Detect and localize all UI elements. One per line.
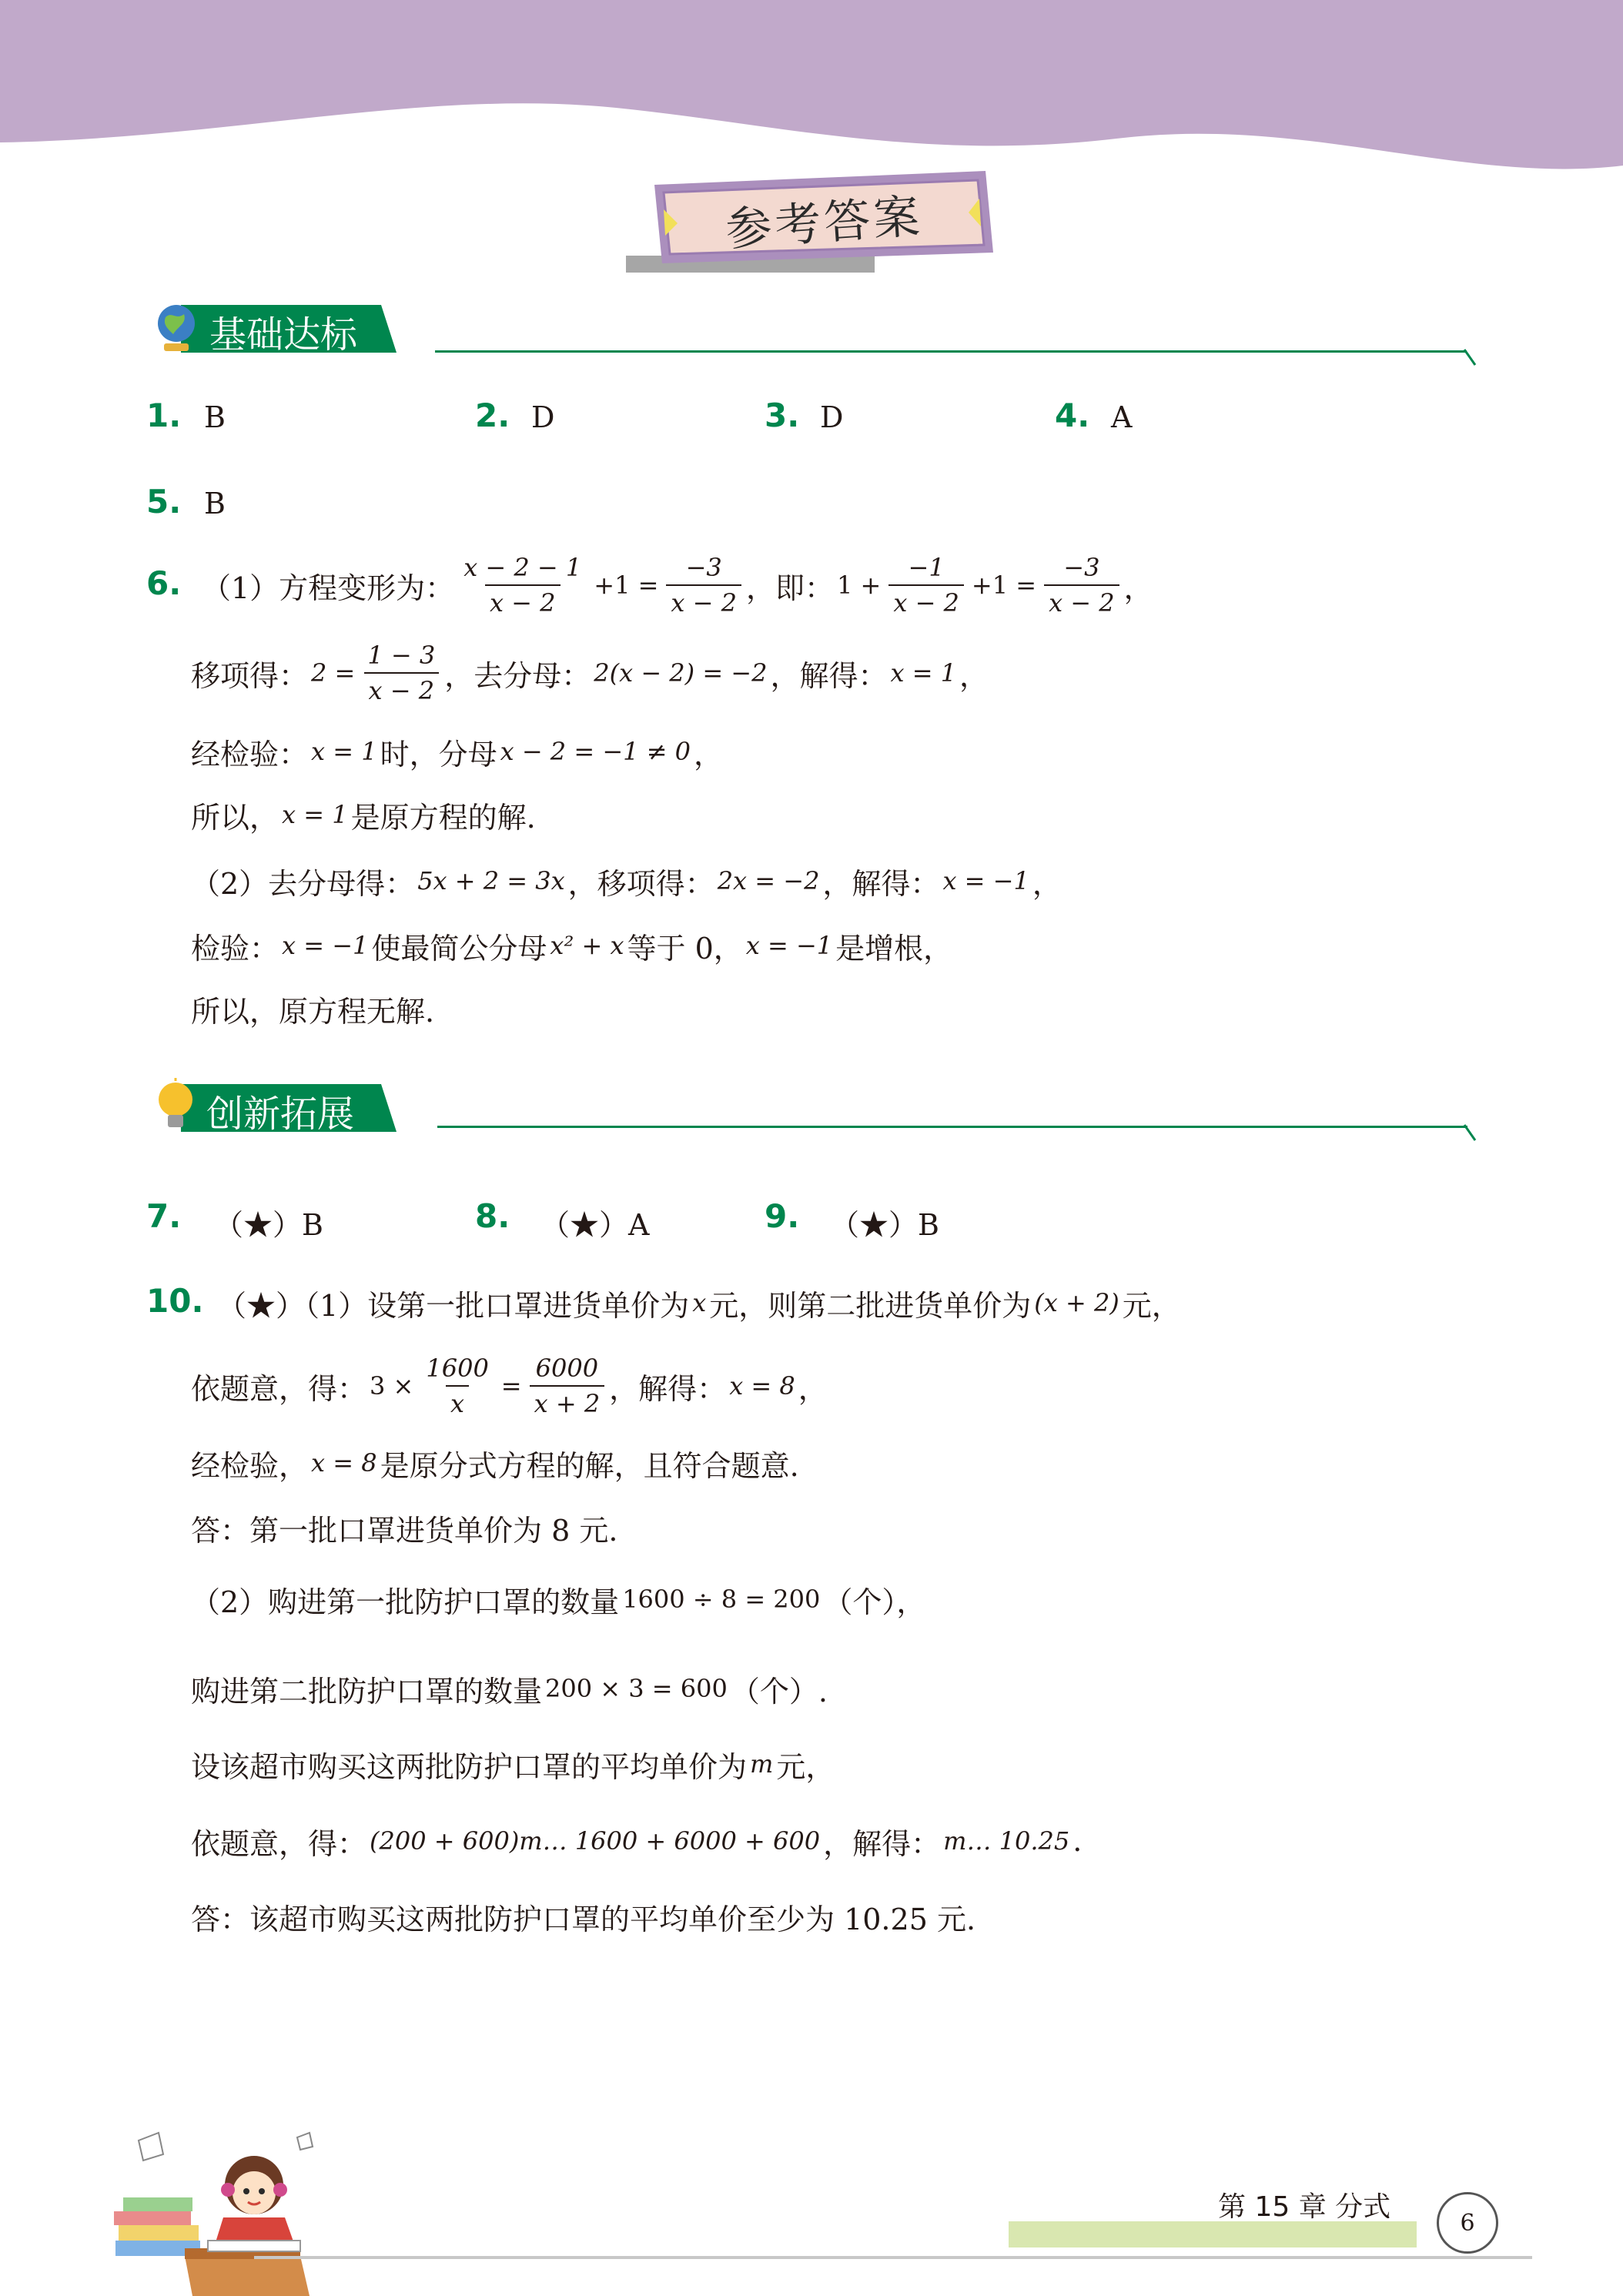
q6-text: +1 = bbox=[971, 571, 1037, 600]
q7-number: 7. bbox=[146, 1197, 182, 1235]
q10-math: (x + 2) bbox=[1034, 1288, 1119, 1317]
q10-text: 购进第二批防护口罩的数量 bbox=[191, 1674, 543, 1709]
lightbulb-icon bbox=[152, 1078, 199, 1136]
q8-answer: （★）A bbox=[540, 1208, 650, 1242]
q6-text: +1 = bbox=[594, 571, 659, 600]
fraction-denominator: x − 2 bbox=[364, 672, 440, 708]
q6-number: 6. bbox=[146, 564, 182, 602]
q10-math: x = 8 bbox=[729, 1371, 795, 1401]
page-number: 6 bbox=[1437, 2192, 1498, 2254]
q10-text: ，解得： bbox=[609, 1371, 727, 1406]
q6-text: ，去分母： bbox=[444, 658, 591, 693]
q10-line-7 bbox=[191, 1743, 835, 1785]
q3-answer: D bbox=[820, 400, 844, 434]
q10-text: 元， bbox=[776, 1749, 835, 1784]
q6-text: ，移项得： bbox=[567, 866, 714, 901]
q10-math: (200 + 600)m… 1600 + 6000 + 600 bbox=[370, 1826, 821, 1856]
fraction-numerator: x − 2 − 1 bbox=[463, 553, 582, 582]
q6-math: x = 1 bbox=[282, 800, 348, 829]
q6-math: x = −1 bbox=[282, 931, 369, 960]
q6-math: x = −1 bbox=[745, 931, 833, 960]
q6-math: 2x = −2 bbox=[717, 866, 820, 895]
q6-text: 使最简公分母 bbox=[371, 931, 547, 966]
q10-text: （2）购进第一批防护口罩的数量 bbox=[191, 1585, 620, 1619]
q6-text: 是增根， bbox=[835, 931, 953, 966]
q10-text: （个）， bbox=[823, 1585, 926, 1619]
fraction-numerator: 1 − 3 bbox=[367, 641, 436, 670]
q6-line-7: 所以，原方程无解. bbox=[191, 994, 435, 1029]
q6-line-1 bbox=[202, 548, 1153, 622]
q1-number: 1. bbox=[146, 397, 182, 434]
q1-answer: B bbox=[204, 400, 226, 434]
q9-number: 9. bbox=[765, 1197, 800, 1235]
q4-answer: A bbox=[1111, 400, 1133, 434]
q10-math: x = 8 bbox=[311, 1448, 377, 1478]
section-basic-rule bbox=[435, 350, 1467, 353]
fraction-denominator: x + 2 bbox=[530, 1385, 605, 1421]
page-title: 参考答案 bbox=[724, 189, 925, 257]
q10-text: . bbox=[1073, 1824, 1083, 1858]
q6-math: 5x + 2 = 3x bbox=[417, 866, 565, 895]
q10-math: m bbox=[750, 1749, 774, 1779]
q6-math: x = 1 bbox=[890, 658, 957, 688]
q10-text: （★）（1）设第一批口罩进货单价为 bbox=[217, 1288, 690, 1323]
fraction-denominator: x − 2 bbox=[1044, 584, 1119, 620]
q2-answer: D bbox=[531, 400, 555, 434]
q6-line-2 bbox=[191, 636, 989, 710]
q6-line-4 bbox=[191, 795, 536, 835]
fraction-numerator: 6000 bbox=[535, 1354, 599, 1383]
q6-fraction bbox=[1044, 551, 1119, 620]
q10-line-3 bbox=[191, 1443, 799, 1483]
header-wave bbox=[0, 0, 1623, 177]
q6-text: 所以， bbox=[191, 800, 279, 835]
q10-math: m… 10.25 bbox=[943, 1826, 1070, 1856]
q6-math: x = −1 bbox=[942, 866, 1029, 895]
q10-text: 元， bbox=[1122, 1288, 1181, 1323]
fraction-numerator: 1600 bbox=[426, 1354, 489, 1383]
q6-text: （2）去分母得： bbox=[191, 866, 415, 901]
q6-text: ， bbox=[1032, 866, 1062, 901]
fraction-denominator: x bbox=[446, 1385, 469, 1421]
section-basic-label: 基础达标 bbox=[209, 313, 358, 356]
q10-text: 是原分式方程的解，且符合题意. bbox=[380, 1448, 799, 1483]
q10-fraction bbox=[530, 1351, 605, 1421]
q5-answer: B bbox=[204, 487, 226, 520]
q6-text: ，解得： bbox=[822, 866, 940, 901]
q10-line-5 bbox=[191, 1578, 925, 1620]
q10-text: 设该超市购买这两批防护口罩的平均单价为 bbox=[191, 1749, 748, 1784]
q6-fraction bbox=[666, 551, 741, 620]
q6-text: ，解得： bbox=[770, 658, 888, 693]
q6-fraction bbox=[363, 638, 440, 708]
q6-text: 1 + bbox=[837, 571, 882, 600]
q6-text: 时，分母 bbox=[380, 737, 497, 771]
q10-math: x bbox=[692, 1288, 707, 1317]
q10-line-6 bbox=[191, 1668, 828, 1709]
q6-text: 移项得： bbox=[191, 658, 309, 693]
q2-number: 2. bbox=[475, 397, 510, 434]
fraction-denominator: x − 2 bbox=[888, 584, 964, 620]
q6-text: 是原方程的解. bbox=[350, 800, 536, 835]
q6-text: 检验： bbox=[191, 931, 279, 966]
q6-math: 2 = bbox=[311, 658, 356, 688]
section-creative-rule-end bbox=[1463, 1123, 1478, 1143]
q10-text: ，解得： bbox=[823, 1826, 941, 1861]
q10-text: 经检验， bbox=[191, 1448, 309, 1483]
q10-fraction bbox=[421, 1351, 493, 1421]
q7-answer: （★）B bbox=[214, 1208, 323, 1242]
chapter-label: 第 15 章 分式 bbox=[1218, 2191, 1391, 2223]
q6-line-6 bbox=[191, 925, 952, 966]
q10-math: 1600 ÷ 8 = 200 bbox=[622, 1585, 821, 1614]
q10-line-2 bbox=[191, 1349, 828, 1423]
section-creative-rule bbox=[437, 1126, 1467, 1128]
globe-icon bbox=[150, 300, 199, 356]
q6-math: 2(x − 2) = −2 bbox=[594, 658, 768, 688]
q10-math: = bbox=[500, 1371, 522, 1401]
q6-math: x − 2 = −1 ≠ 0 bbox=[500, 737, 691, 766]
q10-text: 依题意，得： bbox=[191, 1371, 367, 1406]
q6-math: x = 1 bbox=[311, 737, 377, 766]
q6-line-5 bbox=[191, 861, 1062, 901]
q3-number: 3. bbox=[765, 397, 800, 434]
q10-text: 依题意，得： bbox=[191, 1826, 367, 1861]
q6-text: 等于 0， bbox=[627, 931, 743, 966]
fraction-numerator: −3 bbox=[1063, 553, 1100, 582]
fraction-denominator: x − 2 bbox=[485, 584, 561, 620]
q6-text: ， bbox=[1123, 571, 1153, 605]
q10-line-4: 答：第一批口罩进货单价为 8 元. bbox=[191, 1513, 618, 1548]
fraction-numerator: −3 bbox=[685, 553, 722, 582]
q4-number: 4. bbox=[1055, 397, 1090, 434]
q10-text: ， bbox=[798, 1371, 828, 1406]
q8-number: 8. bbox=[475, 1197, 510, 1235]
q6-line-3 bbox=[191, 731, 723, 771]
q10-text: 元，则第二批进货单价为 bbox=[709, 1288, 1032, 1323]
section-creative-label: 创新拓展 bbox=[206, 1093, 355, 1136]
q6-text: ， bbox=[959, 658, 989, 693]
q10-line-8 bbox=[191, 1820, 1082, 1862]
student-reading-illustration bbox=[108, 2125, 316, 2296]
q10-math: 3 × bbox=[370, 1371, 414, 1401]
title-box bbox=[647, 162, 1001, 277]
q10-number: 10. bbox=[146, 1282, 204, 1320]
q6-fraction bbox=[459, 551, 586, 620]
footer-rule bbox=[254, 2256, 1532, 2259]
q6-fraction bbox=[888, 551, 964, 620]
q6-text: ， bbox=[694, 737, 724, 771]
footer-chapter-bar bbox=[1009, 2221, 1417, 2247]
q10-text: （个）. bbox=[730, 1674, 828, 1709]
q6-math: x² + x bbox=[550, 931, 624, 960]
fraction-numerator: −1 bbox=[908, 553, 945, 582]
q10-line-1 bbox=[217, 1281, 1181, 1324]
q9-answer: （★）B bbox=[830, 1208, 939, 1242]
fraction-denominator: x − 2 bbox=[666, 584, 741, 620]
q6-text: ，即： bbox=[745, 571, 834, 605]
q10-math: 200 × 3 = 600 bbox=[545, 1674, 728, 1703]
q5-number: 5. bbox=[146, 483, 182, 520]
q10-line-9: 答：该超市购买这两批防护口罩的平均单价至少为 10.25 元. bbox=[191, 1902, 976, 1936]
q6-text: （1）方程变形为： bbox=[202, 571, 455, 605]
section-basic-rule-end bbox=[1463, 348, 1478, 368]
q6-text: 经检验： bbox=[191, 737, 309, 771]
